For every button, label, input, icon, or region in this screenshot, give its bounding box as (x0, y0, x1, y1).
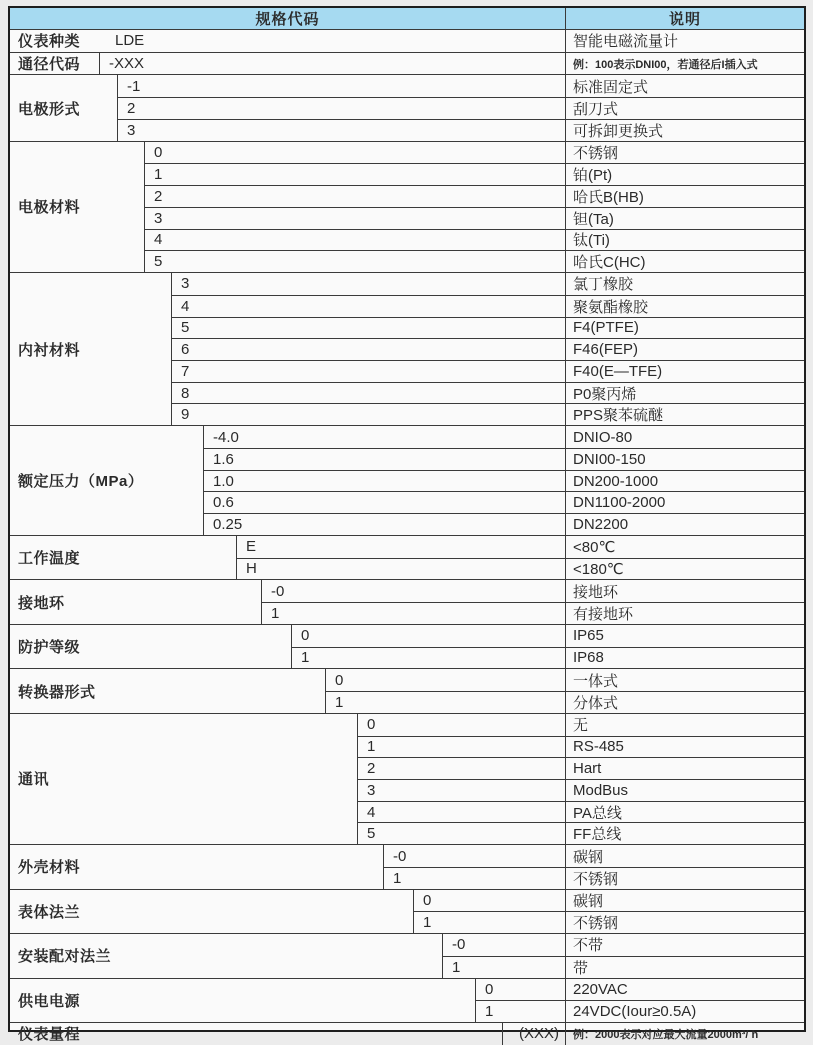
desc-cell: FF总线 (565, 823, 804, 844)
code-cell: 1 (335, 693, 344, 711)
spec-row (118, 119, 804, 141)
desc-cell: 有接地环 (565, 603, 804, 624)
desc-cell: F40(E—TFE) (565, 361, 804, 382)
section-label: 仪表种类 (18, 33, 81, 51)
code-cell: H (246, 560, 257, 578)
spec-section (10, 889, 804, 933)
desc-cell: DNIO-80 (565, 426, 804, 448)
section-rows (204, 426, 804, 535)
spec-row (476, 979, 804, 1001)
spec-row (384, 845, 804, 867)
spec-row (443, 934, 804, 956)
code-cell: 0 (154, 144, 163, 162)
code-cell: 0 (485, 980, 494, 998)
desc-cell: P0聚丙烯 (565, 383, 804, 404)
spec-row (443, 956, 804, 978)
desc-cell: 聚氨酯橡胶 (565, 296, 804, 317)
code-cell: -0 (452, 936, 466, 954)
spec-row (204, 470, 804, 492)
code-cell: 4 (154, 231, 163, 249)
spec-row (237, 558, 804, 580)
code-cell: 1 (452, 958, 461, 976)
section-label: 供电电源 (10, 979, 476, 1022)
spec-row (262, 580, 804, 602)
code-cell: 0 (423, 892, 432, 909)
spec-section (10, 272, 804, 425)
desc-cell: 可拆卸更换式 (565, 120, 804, 141)
spec-row (172, 273, 804, 295)
section-label: 额定压力（MPa） (10, 426, 204, 535)
desc-cell: 不锈钢 (565, 912, 804, 933)
spec-section (10, 141, 804, 272)
code-cell: 0.6 (213, 494, 234, 512)
spec-section (10, 1022, 804, 1045)
spec-row (172, 403, 804, 425)
spec-row (358, 714, 804, 736)
desc-cell: PPS聚苯硫醚 (565, 404, 804, 425)
spec-section (10, 425, 804, 535)
desc-cell: 铂(Pt) (565, 164, 804, 185)
code-cell: 0 (367, 716, 376, 734)
spec-row (384, 867, 804, 889)
section-label: 通讯 (10, 714, 358, 844)
desc-cell: 不锈钢 (565, 868, 804, 889)
spec-row (145, 185, 804, 207)
code-cell: 2 (127, 100, 136, 118)
code-cell: 1 (393, 869, 402, 887)
spec-row (145, 142, 804, 164)
desc-cell: 220VAC (565, 979, 804, 1001)
spec-row (204, 491, 804, 513)
desc-cell: 标准固定式 (565, 75, 804, 97)
section-rows (145, 142, 804, 272)
code-cell: -0 (393, 847, 407, 865)
spec-section (10, 624, 804, 668)
spec-section (10, 74, 804, 140)
code-cell: 0.25 (213, 516, 243, 534)
header-description: 说明 (565, 8, 804, 29)
section-rows (326, 669, 804, 712)
section-label: 仪表量程 (10, 1023, 503, 1045)
code-cell: 1 (154, 166, 163, 184)
spec-row (503, 1023, 804, 1045)
desc-cell: 无 (565, 714, 804, 736)
desc-cell: 不带 (565, 934, 804, 956)
section-label: 转换器形式 (10, 669, 326, 712)
section-rows (384, 845, 804, 888)
desc-cell: 一体式 (565, 669, 804, 691)
code-cell: 1 (301, 649, 310, 667)
section-rows (476, 979, 804, 1022)
spec-row (358, 757, 804, 779)
desc-cell: DNI00-150 (565, 449, 804, 470)
desc-cell: PA总线 (565, 802, 804, 823)
code-cell: -0 (271, 582, 285, 600)
spec-row (172, 295, 804, 317)
desc-cell: RS-485 (565, 737, 804, 758)
desc-cell: 例：2000表示对应最大流量2000m³/ h (565, 1023, 804, 1045)
desc-cell: DN200-1000 (565, 471, 804, 492)
spec-row (204, 513, 804, 535)
desc-cell: DN1100-2000 (565, 492, 804, 513)
desc-cell: 分体式 (565, 692, 804, 713)
spec-row (118, 75, 804, 97)
spec-row (118, 97, 804, 119)
section-rows (100, 53, 804, 75)
spec-row (292, 625, 804, 647)
code-cell: 0 (301, 627, 310, 645)
code-cell: 9 (181, 406, 190, 424)
code-cell: E (246, 538, 257, 556)
code-cell: 1 (367, 738, 376, 756)
desc-cell: 哈氏B(HB) (565, 186, 804, 207)
section-rows (292, 625, 804, 668)
spec-section (10, 978, 804, 1022)
code-cell: (XXX) (518, 1025, 559, 1043)
section-label: 通径代码 (10, 53, 100, 75)
section-rows (503, 1023, 804, 1045)
section-rows (358, 714, 804, 844)
spec-section (10, 535, 804, 579)
desc-cell: IP65 (565, 625, 804, 647)
desc-cell: <180℃ (565, 559, 804, 580)
section-rows (172, 273, 804, 425)
code-cell: 6 (181, 341, 190, 359)
code-cell: -1 (127, 77, 141, 95)
spec-section (10, 844, 804, 888)
code-cell: 0 (335, 671, 344, 689)
header-spec-code: 规格代码 (255, 11, 320, 28)
spec-row (172, 382, 804, 404)
spec-row (100, 30, 804, 52)
section-label: 表体法兰 (10, 890, 414, 933)
spec-row (145, 163, 804, 185)
code-cell: 1.6 (213, 450, 234, 468)
code-cell: 4 (181, 297, 190, 315)
spec-row (145, 207, 804, 229)
spec-row (414, 911, 804, 933)
code-cell: 2 (367, 760, 376, 778)
code-cell: 1 (423, 914, 432, 932)
code-cell: 3 (154, 209, 163, 227)
spec-code-table (8, 6, 806, 1044)
spec-section (10, 933, 804, 977)
section-label: 工作温度 (10, 536, 237, 579)
desc-cell: 刮刀式 (565, 98, 804, 119)
desc-cell: DN2200 (565, 514, 804, 535)
code-cell: 4 (367, 803, 376, 821)
desc-cell: ModBus (565, 780, 804, 801)
spec-row (476, 1000, 804, 1022)
code-cell: 3 (181, 275, 190, 293)
spec-row (172, 317, 804, 339)
spec-row (358, 822, 804, 844)
desc-cell: 碳钢 (565, 890, 804, 912)
desc-cell: 带 (565, 957, 804, 978)
spec-section (10, 579, 804, 623)
desc-cell: Hart (565, 758, 804, 779)
desc-cell: 氯丁橡胶 (565, 273, 804, 295)
desc-cell: 例：100表示DNI00，若通径后I插入式 (565, 53, 804, 75)
code-cell: 2 (154, 188, 163, 205)
desc-cell: 哈氏C(HC) (565, 251, 804, 272)
spec-section (10, 713, 804, 844)
spec-row (172, 360, 804, 382)
spec-row (292, 647, 804, 669)
code-cell: 3 (127, 121, 136, 139)
spec-row (326, 669, 804, 691)
table-body (10, 30, 804, 1045)
spec-row (358, 801, 804, 823)
spec-row (358, 779, 804, 801)
desc-cell: IP68 (565, 648, 804, 669)
section-label: 安装配对法兰 (10, 934, 443, 977)
section-rows (100, 30, 804, 52)
spec-row (145, 250, 804, 272)
spec-row (204, 448, 804, 470)
section-label: 防护等级 (10, 625, 292, 668)
section-rows (414, 890, 804, 933)
spec-row (204, 426, 804, 448)
spec-row (414, 890, 804, 912)
spec-section (10, 668, 804, 712)
section-rows (262, 580, 804, 623)
section-label: 外壳材料 (10, 845, 384, 888)
section-rows (118, 75, 804, 140)
desc-cell: <80℃ (565, 536, 804, 558)
spec-row (262, 602, 804, 624)
code-cell: 1 (485, 1003, 494, 1021)
desc-cell: 钛(Ti) (565, 230, 804, 251)
code-cell: 5 (181, 319, 190, 337)
desc-cell: 24VDC(Iour≥0.5A) (565, 1001, 804, 1022)
desc-cell: 钽(Ta) (565, 208, 804, 229)
desc-cell: F46(FEP) (565, 339, 804, 360)
code-cell: -4.0 (213, 428, 239, 446)
spec-section (10, 52, 804, 75)
spec-row (172, 338, 804, 360)
desc-cell: 接地环 (565, 580, 804, 602)
code-cell: LDE (115, 32, 145, 50)
code-cell: 5 (154, 253, 163, 271)
code-cell: -XXX (109, 55, 145, 73)
spec-row (100, 53, 804, 75)
section-rows (237, 536, 804, 579)
code-cell: 3 (367, 781, 376, 799)
desc-cell: 不锈钢 (565, 142, 804, 164)
spec-row (145, 229, 804, 251)
code-cell: 7 (181, 362, 190, 380)
section-rows (443, 934, 804, 977)
code-cell: 1 (271, 604, 280, 622)
spec-section (10, 30, 804, 52)
table-header-row (10, 8, 804, 30)
desc-cell: 碳钢 (565, 845, 804, 867)
code-cell: 1.0 (213, 472, 234, 490)
code-cell: 8 (181, 384, 190, 402)
section-label: 内衬材料 (10, 273, 172, 425)
section-label: 接地环 (10, 580, 262, 623)
spec-row (326, 691, 804, 713)
spec-row (237, 536, 804, 558)
section-label: 电极形式 (10, 75, 118, 140)
desc-cell: 智能电磁流量计 (565, 30, 804, 52)
desc-cell: F4(PTFE) (565, 318, 804, 339)
spec-row (358, 736, 804, 758)
code-cell: 5 (367, 825, 376, 843)
section-label: 电极材料 (10, 142, 145, 272)
